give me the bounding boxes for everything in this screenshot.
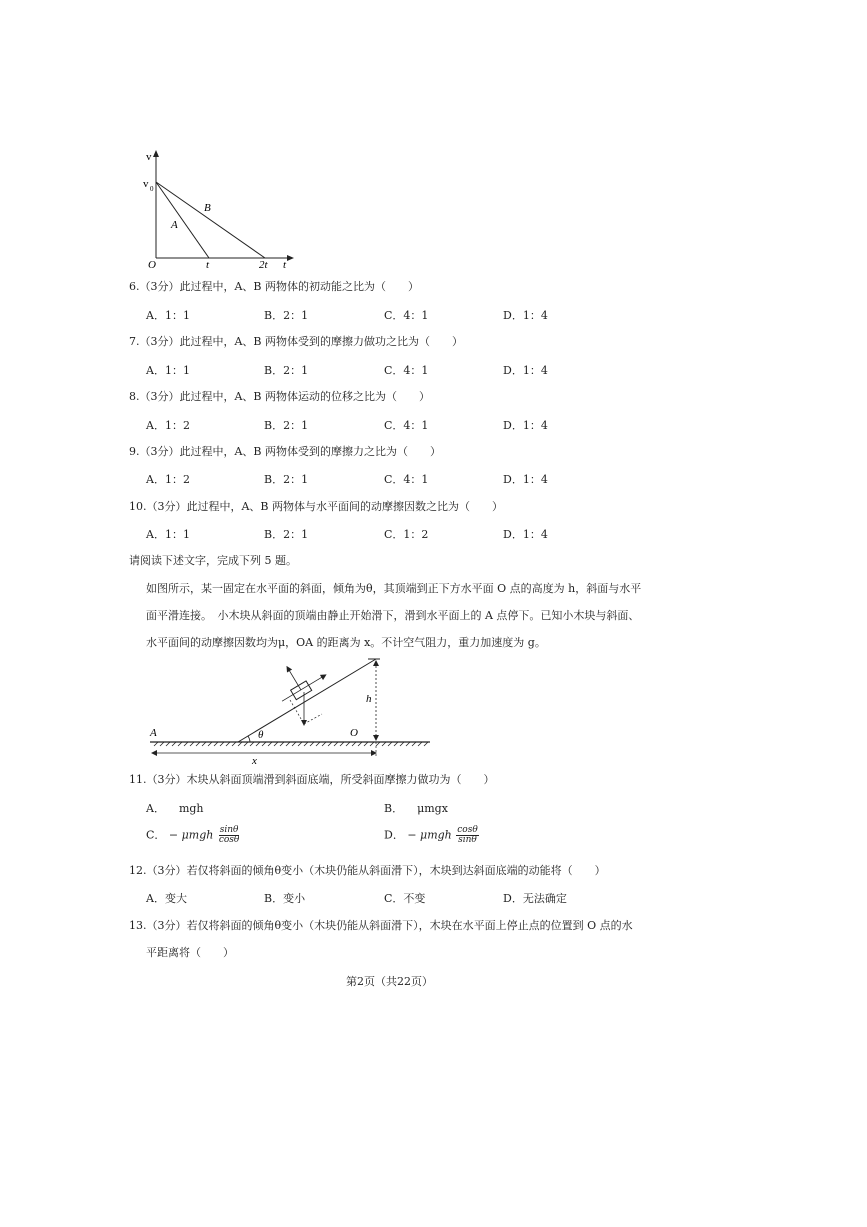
option-c-numerator: sinθ [219, 825, 239, 835]
point-o-label: O [350, 727, 358, 739]
option-d: D．1：4 [503, 364, 548, 377]
option-b: B．2：1 [264, 364, 309, 377]
option-b-label: B． [384, 802, 404, 815]
height-label: h [366, 693, 372, 705]
option-c: C．4：1 [384, 309, 429, 322]
option-b: B．变小 [264, 892, 306, 905]
option-c: C．4：1 [384, 473, 429, 486]
tick-t-label: t [206, 259, 210, 270]
question-stem: 12.（3分）若仅将斜面的倾角θ变小（木块仍能从斜面滑下），木块到达斜面底端的动能将（ ） [129, 864, 606, 877]
option-d: D．无法确定 [503, 892, 567, 905]
option-a [146, 800, 204, 816]
line-a [156, 182, 209, 258]
t-axis-label: t [283, 259, 287, 270]
option-a-value: mgh [178, 802, 204, 815]
angle-label: θ [258, 729, 264, 741]
question-stem: 9.（3分）此过程中，A、B 两物体受到的摩擦力之比为（ ） [129, 445, 442, 458]
passage-line-1: 如图所示，某一固定在水平面的斜面，倾角为θ，其顶端到正下方水平面 O 点的高度为 h，斜面与水平 [146, 582, 642, 595]
option-b-value: μmgx [417, 802, 448, 815]
question-stem-line-2: 平距离将（ ） [146, 946, 234, 959]
option-c-label: C． [146, 828, 166, 842]
option-d-denominator: sinθ [458, 835, 477, 845]
option-c: C．1：2 [384, 528, 429, 541]
option-c: C．4：1 [384, 364, 429, 377]
question-stem: 10.（3分）此过程中，A、B 两物体与水平面间的动摩擦因数之比为（ ） [129, 500, 504, 513]
option-b: B．2：1 [264, 419, 309, 432]
question-stem: 7.（3分）此过程中，A、B 两物体受到的摩擦力做功之比为（ ） [129, 335, 464, 348]
v0-label: v [143, 178, 149, 190]
normal-dashed-1 [304, 714, 322, 724]
option-a: A．1：2 [146, 473, 190, 486]
option-a: A．变大 [146, 892, 187, 905]
option-b [384, 800, 448, 816]
option-d: D．1：4 [503, 473, 548, 486]
option-a-label: A． [146, 802, 165, 815]
option-b: B．2：1 [264, 473, 309, 486]
option-d: D．1：4 [503, 419, 548, 432]
question-stem: 11.（3分）木块从斜面顶端滑到斜面底端，所受斜面摩擦力做功为（ ） [129, 773, 495, 786]
option-a: A．1：1 [146, 309, 190, 322]
height-arrow-bottom [373, 735, 379, 741]
option-d-numerator: cosθ [457, 825, 478, 835]
v-axis-label: v [146, 151, 152, 163]
question-stem-line-1: 13.（3分）若仅将斜面的倾角θ变小（木块仍能从斜面滑下），木块在水平面上停止点的位置到 O 点的水 [129, 919, 633, 932]
passage-line-3: 水平面间的动摩擦因数均为μ，OA 的距离为 x。不计空气阻力，重力加速度为 g。 [146, 636, 546, 649]
question-stem: 6.（3分）此过程中，A、B 两物体的初动能之比为（ ） [129, 280, 420, 293]
option-c-fraction [218, 826, 241, 845]
option-d-label: D． [384, 828, 404, 842]
option-c: C．不变 [384, 892, 426, 905]
line-b-label: B [204, 202, 211, 214]
velocity-time-graph [140, 148, 300, 270]
option-c-denominator: cosθ [218, 835, 240, 845]
reading-instruction: 请阅读下述文字，完成下列 5 题。 [129, 554, 297, 567]
tick-2t-label: 2t [259, 259, 268, 270]
option-b: B．2：1 [264, 528, 309, 541]
option-d-expression: − μmgh [407, 828, 452, 842]
page-footer: 第2页（共22页） [346, 975, 433, 988]
option-d [384, 826, 479, 845]
block-with-forces [268, 652, 330, 706]
incline-diagram [140, 652, 440, 767]
passage-line-2: 面平滑连接。 小木块从斜面的顶端由静止开始滑下，滑到水平面上的 A 点停下。已知小木块与斜面、 [146, 609, 640, 622]
option-d-fraction [456, 826, 479, 845]
option-c: C．4：1 [384, 419, 429, 432]
option-a: A．1：1 [146, 364, 190, 377]
height-arrow-top [373, 660, 379, 666]
v0-subscript: 0 [150, 185, 154, 193]
distance-label: x [252, 755, 257, 767]
angle-arc [248, 736, 250, 742]
distance-arrow-left [151, 750, 157, 756]
point-a-label: A [150, 727, 157, 739]
origin-label: O [148, 259, 156, 270]
option-d: D．1：4 [503, 309, 548, 322]
v-axis-arrow [153, 150, 159, 157]
option-a: A．1：1 [146, 528, 190, 541]
t-axis-arrow [287, 255, 294, 261]
option-c [146, 826, 240, 845]
option-a: A．1：2 [146, 419, 190, 432]
option-b: B．2：1 [264, 309, 309, 322]
line-a-label: A [171, 219, 178, 231]
question-stem: 8.（3分）此过程中，A、B 两物体运动的位移之比为（ ） [129, 390, 431, 403]
option-c-expression: − μmgh [168, 828, 214, 842]
option-d: D．1：4 [503, 528, 548, 541]
